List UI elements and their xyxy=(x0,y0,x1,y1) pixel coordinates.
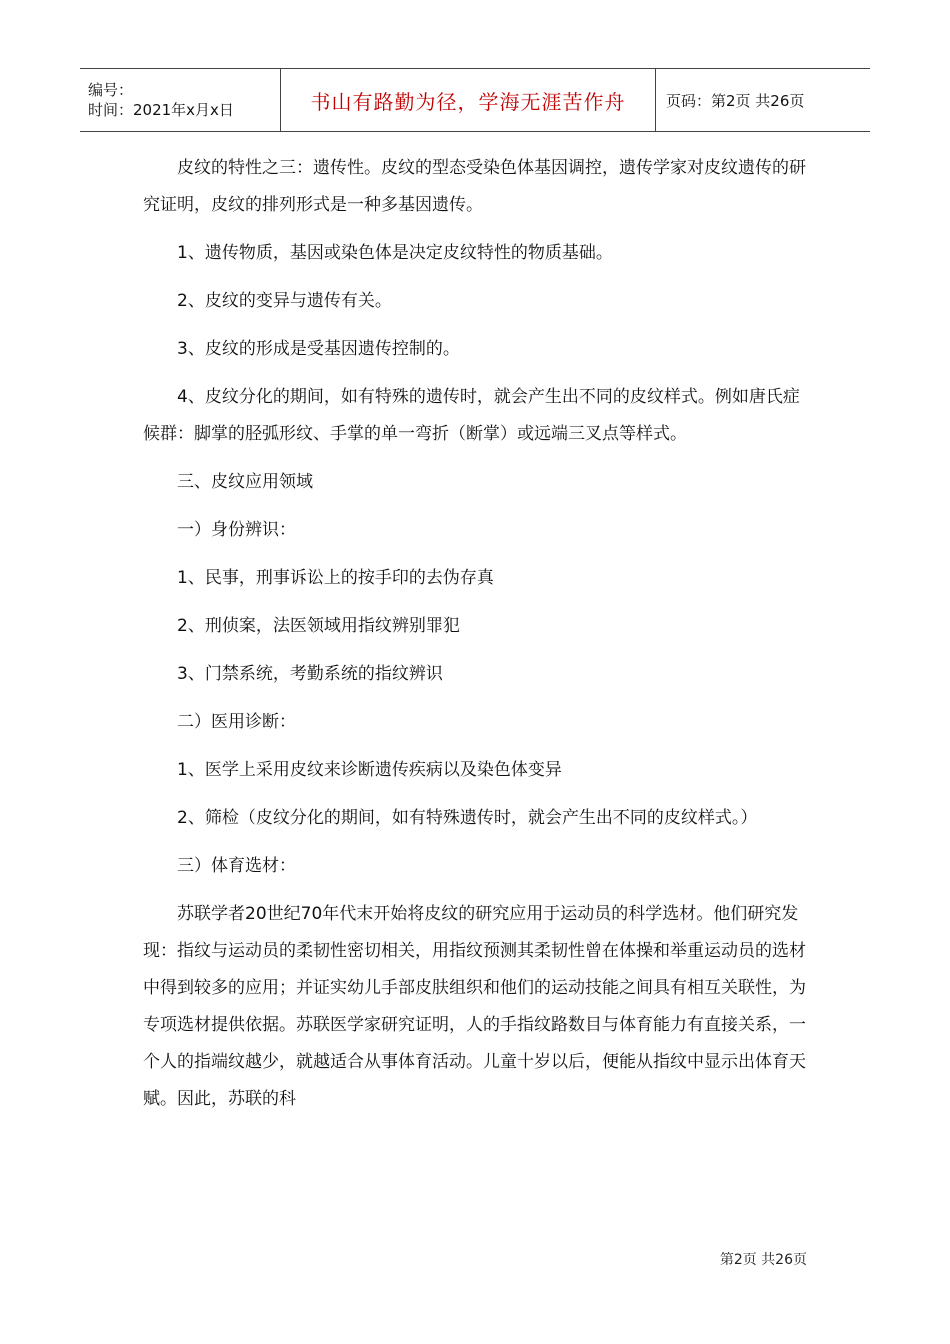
subsection-heading: 二）医用诊断： xyxy=(177,712,296,732)
section-heading: 三、皮纹应用领域 xyxy=(177,472,313,492)
paragraph: 1、遗传物质，基因或染色体是决定皮纹特性的物质基础。 xyxy=(177,243,613,263)
subsection-heading: 三）体育选材： xyxy=(177,856,296,876)
paragraph: 2、皮纹的变异与遗传有关。 xyxy=(177,291,392,311)
motto: 书山有路勤为径，学海无涯苦作舟 xyxy=(310,89,626,114)
paragraph: 2、筛检（皮纹分化的期间，如有特殊遗传时，就会产生出不同的皮纹样式。） xyxy=(177,808,758,828)
paragraph: 1、民事，刑事诉讼上的按手印的去伪存真 xyxy=(177,568,494,588)
paragraph: 3、皮纹的形成是受基因遗传控制的。 xyxy=(177,339,460,359)
header-table xyxy=(80,68,870,132)
paragraph: 苏联学者20世纪70年代末开始将皮纹的研究应用于运动员的科学选材。他们研究发现：指纹与运动员的柔韧性密切相关，用指纹预测其柔韧性曾在体操和举重运动员的选材中得到较多的应用；并证实幼儿手部皮肤组织和他们的运动技能之间具有相互关联性，为专项选材提供依据。苏联医学家研究证明，人的手指纹路数目与体育能力有直接关系，一个人的指端纹越少，就越适合从事体育活动。儿童十岁以后，便能从指纹中显示出体育天赋。因此，苏联的科 xyxy=(143,904,806,1109)
paragraph: 3、门禁系统，考勤系统的指纹辨识 xyxy=(177,664,443,684)
header-motto-cell xyxy=(280,69,656,131)
paragraph: 2、刑侦案，法医领域用指纹辨别罪犯 xyxy=(177,616,460,636)
number-label: 编号： xyxy=(88,81,134,99)
header-meta xyxy=(80,69,280,131)
paragraph: 4、皮纹分化的期间，如有特殊的遗传时，就会产生出不同的皮纹样式。例如唐氏症候群：脚掌的胫弧形纹、手掌的单一弯折（断掌）或远端三叉点等样式。 xyxy=(143,387,800,444)
page-footer: 第2页 共26页 xyxy=(719,1252,807,1268)
paragraph: 1、医学上采用皮纹来诊断遗传疾病以及染色体变异 xyxy=(177,760,562,780)
document-body xyxy=(143,150,810,1118)
subsection-heading: 一）身份辨识： xyxy=(177,520,296,540)
header-page-cell xyxy=(656,69,870,131)
date-label: 时间：2021年x月x日 xyxy=(88,101,234,119)
page-label: 页码：第2页 共26页 xyxy=(666,91,805,110)
paragraph: 皮纹的特性之三：遗传性。皮纹的型态受染色体基因调控，遗传学家对皮纹遗传的研究证明，皮纹的排列形式是一种多基因遗传。 xyxy=(143,158,806,215)
